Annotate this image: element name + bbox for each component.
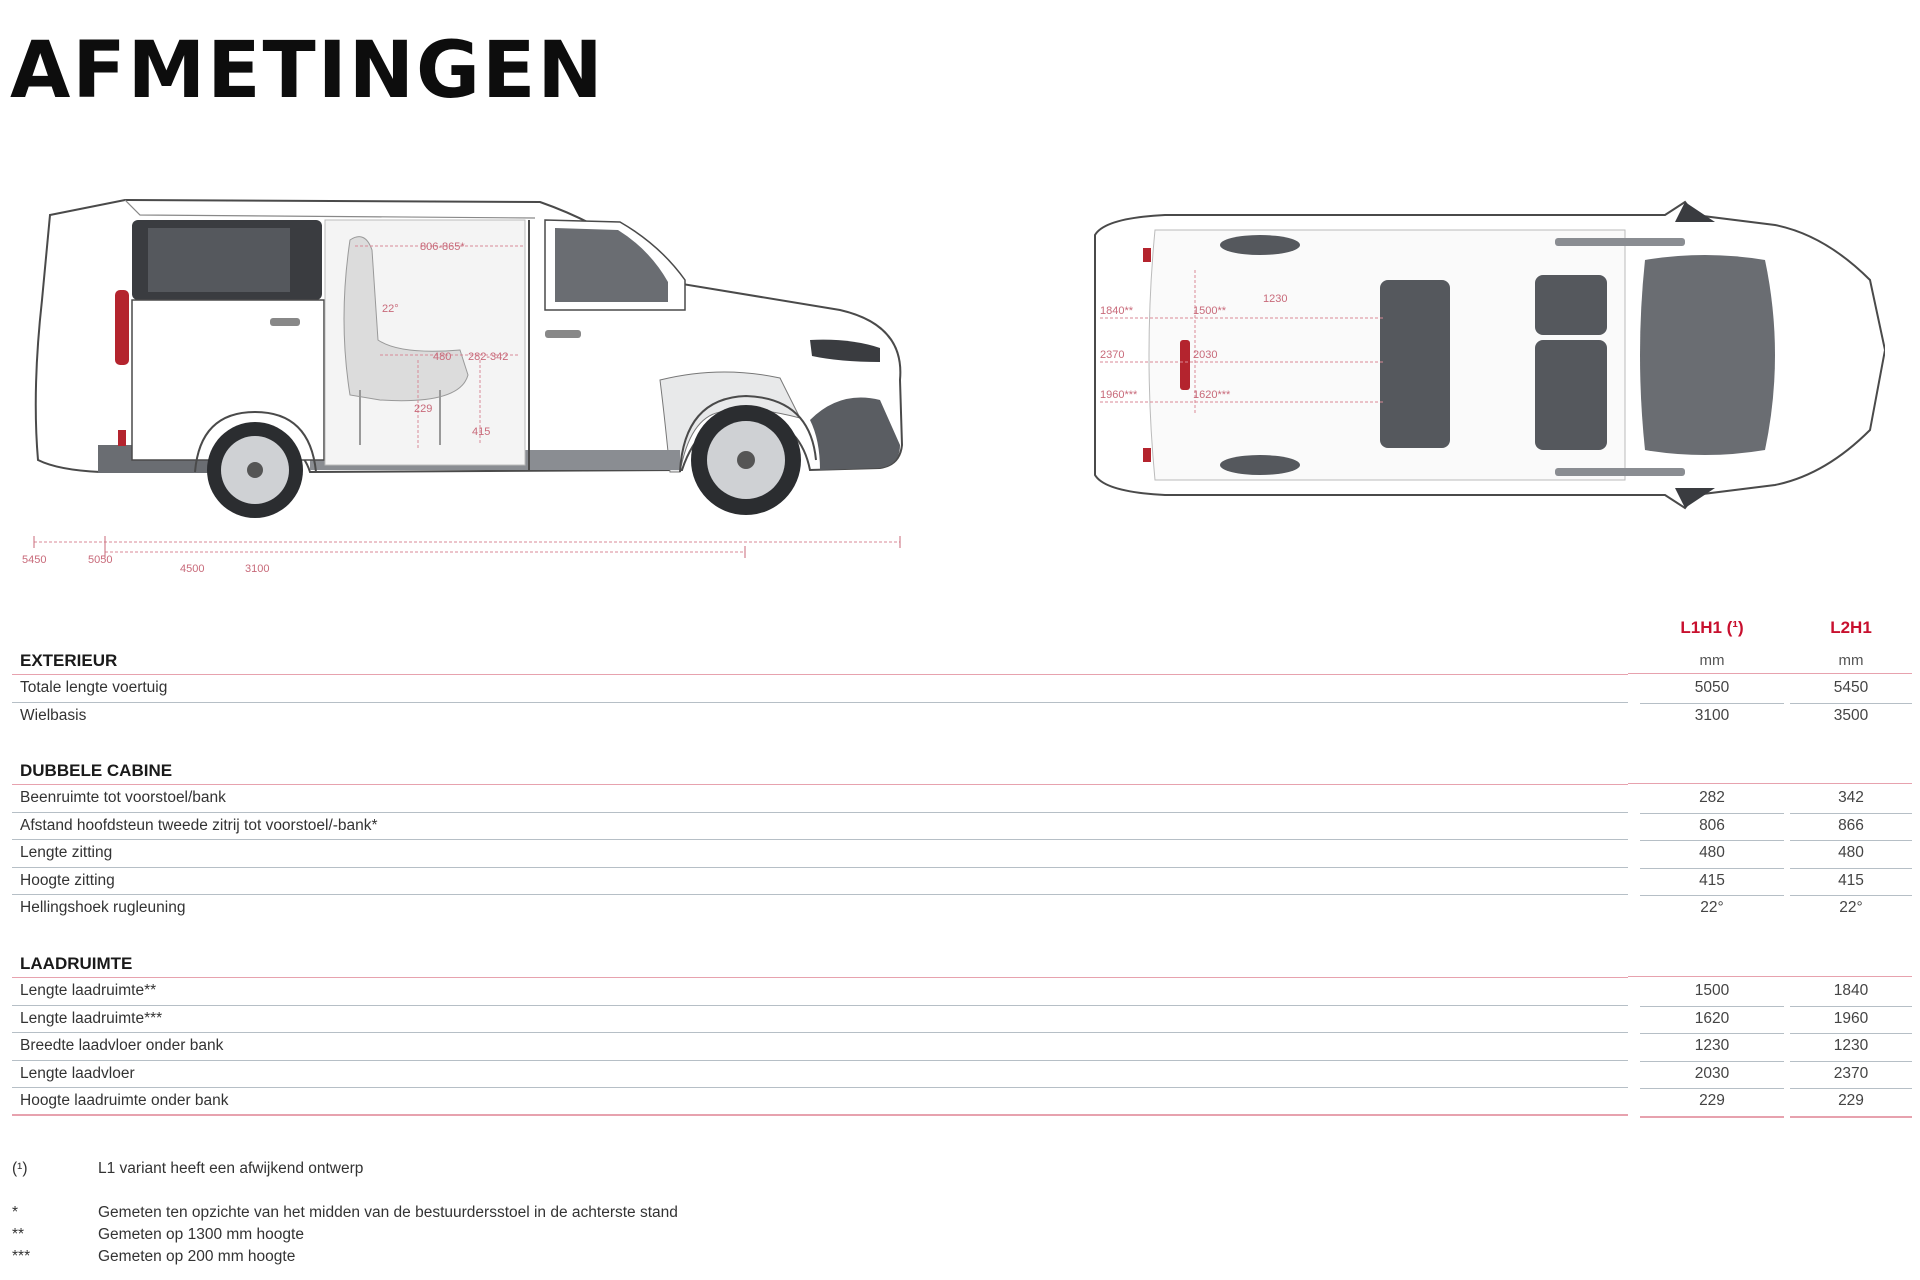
row-value-l1h1: 2030 (1640, 1061, 1784, 1090)
row-value-l1h1: 3100 (1694, 706, 1730, 724)
dim-seat-length: 480 (433, 351, 452, 363)
dim-length-l1: 5050 (88, 554, 113, 566)
row-label: Afstand hoofdsteun tweede zitrij tot voorstoel/-bank* (12, 813, 1628, 841)
dim-top-d: 2370 (1100, 349, 1125, 361)
row-value-l2h1: 1840 (1790, 978, 1912, 1007)
row-value-l1h1: 22° (1700, 899, 1724, 916)
table-row (12, 675, 1912, 703)
table-row (12, 840, 1912, 868)
footnote-text: Gemeten op 200 mm hoogte (98, 1248, 296, 1265)
table-row (12, 1006, 1912, 1034)
dim-top-f: 1960*** (1100, 389, 1138, 401)
dim-seat-height: 415 (472, 426, 491, 438)
dim-top-e: 2030 (1193, 349, 1218, 361)
table-row (12, 1061, 1912, 1089)
table-row (12, 813, 1912, 841)
dim-legroom: 282-342 (468, 351, 509, 363)
column-header-l1h1: L1H1 (¹) (1680, 618, 1744, 637)
row-value-l2h1: 2370 (1790, 1061, 1912, 1090)
column-unit-l1h1: mm (1699, 652, 1725, 669)
row-value-l2h1: 3500 (1833, 706, 1869, 724)
row-label: Breedte laadvloer onder bank (12, 1033, 1628, 1061)
dim-top-c: 1230 (1263, 293, 1288, 305)
van-top-view-drawing (1085, 190, 1885, 520)
row-value-l2h1: 22° (1839, 899, 1863, 916)
row-value-l2h1: 480 (1790, 840, 1912, 869)
row-value-l1h1: 1500 (1640, 978, 1784, 1007)
row-label: Lengte zitting (12, 840, 1628, 868)
row-value-l1h1: 229 (1640, 1088, 1784, 1118)
row-value-l2h1: 1230 (1790, 1033, 1912, 1062)
dim-headrest-distance: 806-865* (420, 241, 465, 253)
row-value-l2h1: 866 (1790, 813, 1912, 842)
dim-cargo-height-under-bench: 229 (414, 403, 433, 415)
column-unit-l2h1: mm (1838, 652, 1864, 669)
row-label: Lengte laadruimte** (12, 978, 1628, 1006)
section-title: EXTERIEUR (12, 648, 1628, 675)
footnote-text: L1 variant heeft een afwijkend ontwerp (98, 1160, 364, 1177)
row-label: Hoogte laadruimte onder bank (12, 1088, 1628, 1116)
row-value-l1h1: 415 (1640, 868, 1784, 897)
table-row (12, 1088, 1912, 1116)
row-value-l1h1: 806 (1640, 813, 1784, 842)
row-label: Totale lengte voertuig (12, 675, 1628, 703)
row-label: Beenruimte tot voorstoel/bank (12, 785, 1628, 813)
dim-top-b: 1500** (1193, 305, 1227, 317)
row-value-l2h1: 5450 (1790, 675, 1912, 704)
table-row (12, 868, 1912, 896)
column-header-l2h1: L2H1 (1830, 618, 1872, 637)
page-title: AFMETINGEN (10, 26, 605, 116)
row-value-l1h1: 282 (1640, 785, 1784, 814)
footnote-text: Gemeten ten opzichte van het midden van de bestuurdersstoel in de achterste stand (98, 1204, 678, 1221)
dim-backrest-angle: 22° (382, 303, 399, 315)
dim-wheelbase-a: 4500 (180, 563, 205, 575)
row-label: Hoogte zitting (12, 868, 1628, 896)
section-title: DUBBELE CABINE (12, 758, 1628, 785)
footnote-mark: (¹) (12, 1160, 28, 1177)
table-row (12, 703, 1912, 731)
footnote-mark: *** (12, 1248, 31, 1265)
row-value-l2h1: 229 (1790, 1088, 1912, 1118)
van-side-view-drawing (20, 190, 920, 580)
row-label: Hellingshoek rugleuning (20, 899, 186, 916)
dim-wheelbase-b: 3100 (245, 563, 270, 575)
section-laadruimte (12, 951, 1912, 1116)
dim-top-g: 1620*** (1193, 389, 1231, 401)
row-value-l2h1: 415 (1790, 868, 1912, 897)
row-label: Lengte laadruimte*** (12, 1006, 1628, 1034)
row-value-l1h1: 1230 (1640, 1033, 1784, 1062)
table-row (12, 785, 1912, 813)
row-label: Wielbasis (20, 706, 87, 724)
table-row (12, 895, 1912, 923)
row-value-l1h1: 5050 (1640, 675, 1784, 704)
row-value-l2h1: 342 (1790, 785, 1912, 814)
section-title: LAADRUIMTE (12, 951, 1628, 978)
table-row (12, 978, 1912, 1006)
dim-top-a: 1840** (1100, 305, 1134, 317)
row-value-l2h1: 1960 (1790, 1006, 1912, 1035)
row-value-l1h1: 1620 (1640, 1006, 1784, 1035)
dim-length-l2: 5450 (22, 554, 47, 566)
footnote-mark: ** (12, 1226, 25, 1243)
section-dubbele-cabine (12, 758, 1912, 923)
section-exterieur (12, 648, 1912, 730)
footnote-text: Gemeten op 1300 mm hoogte (98, 1226, 304, 1243)
table-row (12, 1033, 1912, 1061)
row-value-l1h1: 480 (1640, 840, 1784, 869)
footnote-mark: * (12, 1204, 19, 1221)
row-label: Lengte laadvloer (12, 1061, 1628, 1089)
